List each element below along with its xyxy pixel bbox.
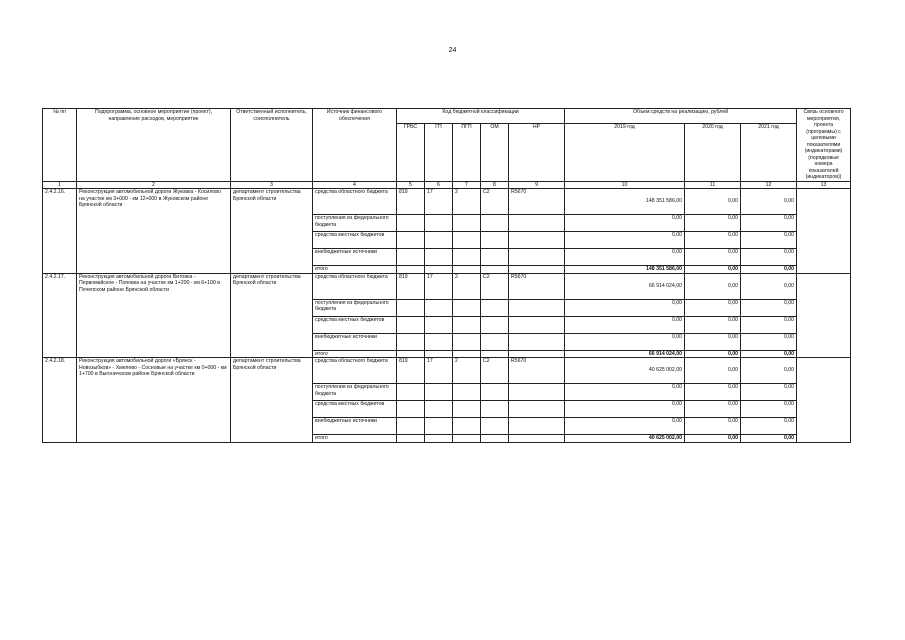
amount-2021: 0,00 xyxy=(741,401,797,418)
nr-cell: R5670 xyxy=(509,358,565,384)
om-cell: С2 xyxy=(481,358,509,384)
amount-2019: 0,00 xyxy=(565,401,685,418)
pgp-cell: 2 xyxy=(453,358,481,384)
entry-2-4-2-17 xyxy=(43,273,851,358)
index-cell: 4 xyxy=(313,181,397,189)
index-cell: 1 xyxy=(43,181,77,189)
table-row xyxy=(43,189,851,215)
total-2019: 40 625 002,00 xyxy=(565,435,685,443)
total-2021: 0,00 xyxy=(741,350,797,358)
amount-2019: 66 914 024,00 xyxy=(565,273,685,299)
nr-cell: R5670 xyxy=(509,189,565,215)
amount-2019: 0,00 xyxy=(565,316,685,333)
source-cell: средства областного бюджета xyxy=(313,189,397,215)
amount-2020: 0,00 xyxy=(685,333,741,350)
index-cell: 7 xyxy=(453,181,481,189)
header-volume: Объем средств на реализацию, рублей xyxy=(565,109,797,124)
entry-executor: департамент строительства Брянской области xyxy=(231,189,313,274)
source-cell: средства местных бюджетов xyxy=(313,232,397,249)
header-om: ОМ xyxy=(481,123,509,181)
index-cell: 6 xyxy=(425,181,453,189)
table-row xyxy=(43,273,851,299)
link-cell xyxy=(797,189,851,274)
source-cell: поступления из федерального бюджета xyxy=(313,215,397,232)
amount-2021: 0,00 xyxy=(741,333,797,350)
amount-2020: 0,00 xyxy=(685,299,741,316)
entry-name: Реконструкция автомобильной дороги Жуковка - Косилово на участке км 3+000 - км 12+000 в Жуковском районе Брянской области xyxy=(77,189,231,274)
index-row xyxy=(43,181,851,189)
om-cell: С2 xyxy=(481,273,509,299)
pgp-cell: 2 xyxy=(453,273,481,299)
entry-name: Реконструкция автомобильной дороги «Брянск - Новозыбков» - Хмелево - Сосновые на участке км 0+000 - км 1+700 в Выгоничском районе Брянской области xyxy=(77,358,231,443)
index-cell: 9 xyxy=(509,181,565,189)
total-2021: 0,00 xyxy=(741,266,797,274)
header-executor: Ответственный исполнитель, соисполнитель xyxy=(231,109,313,182)
header-grbs: ГРБС xyxy=(397,123,425,181)
total-2019: 148 351 586,00 xyxy=(565,266,685,274)
total-2020: 0,00 xyxy=(685,350,741,358)
header-kbk: Код бюджетной классификации xyxy=(397,109,565,124)
total-2020: 0,00 xyxy=(685,266,741,274)
header-gp: ГП xyxy=(425,123,453,181)
source-cell: внебюджетные источники xyxy=(313,418,397,435)
index-cell: 10 xyxy=(565,181,685,189)
amount-2019: 0,00 xyxy=(565,333,685,350)
amount-2021: 0,00 xyxy=(741,316,797,333)
entry-executor: департамент строительства Брянской области xyxy=(231,273,313,358)
om-cell: С2 xyxy=(481,189,509,215)
grbs-cell: 819 xyxy=(397,358,425,384)
source-cell: поступления из федерального бюджета xyxy=(313,384,397,401)
index-cell: 8 xyxy=(481,181,509,189)
index-cell: 5 xyxy=(397,181,425,189)
amount-2021: 0,00 xyxy=(741,299,797,316)
header-2019: 2019 год xyxy=(565,123,685,181)
source-cell: внебюджетные источники xyxy=(313,333,397,350)
amount-2019: 0,00 xyxy=(565,232,685,249)
source-cell: средства местных бюджетов xyxy=(313,316,397,333)
grbs-cell: 819 xyxy=(397,189,425,215)
amount-2021: 0,00 xyxy=(741,273,797,299)
header-nr: НР xyxy=(509,123,565,181)
source-cell: внебюджетные источники xyxy=(313,249,397,266)
table-row xyxy=(43,358,851,384)
header-link: Связь основного мероприятия, проекта (программы) с целевыми показателями (индикаторами) (порядковые номера показателей (индикаторов)) xyxy=(797,109,851,182)
amount-2020: 0,00 xyxy=(685,215,741,232)
amount-2019: 148 351 586,00 xyxy=(565,189,685,215)
entry-name: Реконструкция автомобильной дороги Витовка - Первомайское - Поповка на участке км 1+200 - км 6+100 в Почепском районе Брянской области xyxy=(77,273,231,358)
amount-2020: 0,00 xyxy=(685,316,741,333)
amount-2020: 0,00 xyxy=(685,358,741,384)
total-2021: 0,00 xyxy=(741,435,797,443)
index-cell: 11 xyxy=(685,181,741,189)
entry-id: 2.4.2.18. xyxy=(43,358,77,443)
amount-2019: 0,00 xyxy=(565,215,685,232)
index-cell: 3 xyxy=(231,181,313,189)
amount-2021: 0,00 xyxy=(741,232,797,249)
amount-2020: 0,00 xyxy=(685,384,741,401)
amount-2019: 0,00 xyxy=(565,249,685,266)
entry-2-4-2-16 xyxy=(43,189,851,274)
header-2020: 2020 год xyxy=(685,123,741,181)
amount-2019: 40 625 002,00 xyxy=(565,358,685,384)
gp-cell: 17 xyxy=(425,189,453,215)
budget-table xyxy=(42,108,851,443)
index-cell: 13 xyxy=(797,181,851,189)
source-cell: средства областного бюджета xyxy=(313,273,397,299)
source-cell: поступления из федерального бюджета xyxy=(313,299,397,316)
source-cell: итого xyxy=(313,435,397,443)
gp-cell: 17 xyxy=(425,358,453,384)
entry-executor: департамент строительства Брянской области xyxy=(231,358,313,443)
header-num: № пп xyxy=(43,109,77,182)
amount-2020: 0,00 xyxy=(685,232,741,249)
index-cell: 12 xyxy=(741,181,797,189)
gp-cell: 17 xyxy=(425,273,453,299)
total-2019: 66 914 024,00 xyxy=(565,350,685,358)
total-2020: 0,00 xyxy=(685,435,741,443)
source-cell: итого xyxy=(313,266,397,274)
pgp-cell: 2 xyxy=(453,189,481,215)
header-row xyxy=(43,109,851,124)
link-cell xyxy=(797,273,851,358)
amount-2021: 0,00 xyxy=(741,358,797,384)
amount-2021: 0,00 xyxy=(741,215,797,232)
entry-id: 2.4.2.17. xyxy=(43,273,77,358)
nr-cell: R5670 xyxy=(509,273,565,299)
entry-2-4-2-18 xyxy=(43,358,851,443)
amount-2020: 0,00 xyxy=(685,249,741,266)
header-program: Подпрограмма, основное мероприятие (проект), направление расходов, мероприятие xyxy=(77,109,231,182)
header-pgp: ПГП xyxy=(453,123,481,181)
amount-2021: 0,00 xyxy=(741,418,797,435)
amount-2019: 0,00 xyxy=(565,418,685,435)
amount-2020: 0,00 xyxy=(685,273,741,299)
amount-2020: 0,00 xyxy=(685,189,741,215)
amount-2021: 0,00 xyxy=(741,384,797,401)
amount-2020: 0,00 xyxy=(685,401,741,418)
amount-2021: 0,00 xyxy=(741,189,797,215)
amount-2019: 0,00 xyxy=(565,299,685,316)
source-cell: средства областного бюджета xyxy=(313,358,397,384)
amount-2019: 0,00 xyxy=(565,384,685,401)
header-source: Источник финансового обеспечения xyxy=(313,109,397,182)
header-2021: 2021 год xyxy=(741,123,797,181)
entry-id: 2.4.2.16. xyxy=(43,189,77,274)
amount-2020: 0,00 xyxy=(685,418,741,435)
grbs-cell: 819 xyxy=(397,273,425,299)
source-cell: итого xyxy=(313,350,397,358)
amount-2021: 0,00 xyxy=(741,249,797,266)
link-cell xyxy=(797,358,851,443)
source-cell: средства местных бюджетов xyxy=(313,401,397,418)
page-number: 24 xyxy=(448,47,457,54)
index-cell: 2 xyxy=(77,181,231,189)
